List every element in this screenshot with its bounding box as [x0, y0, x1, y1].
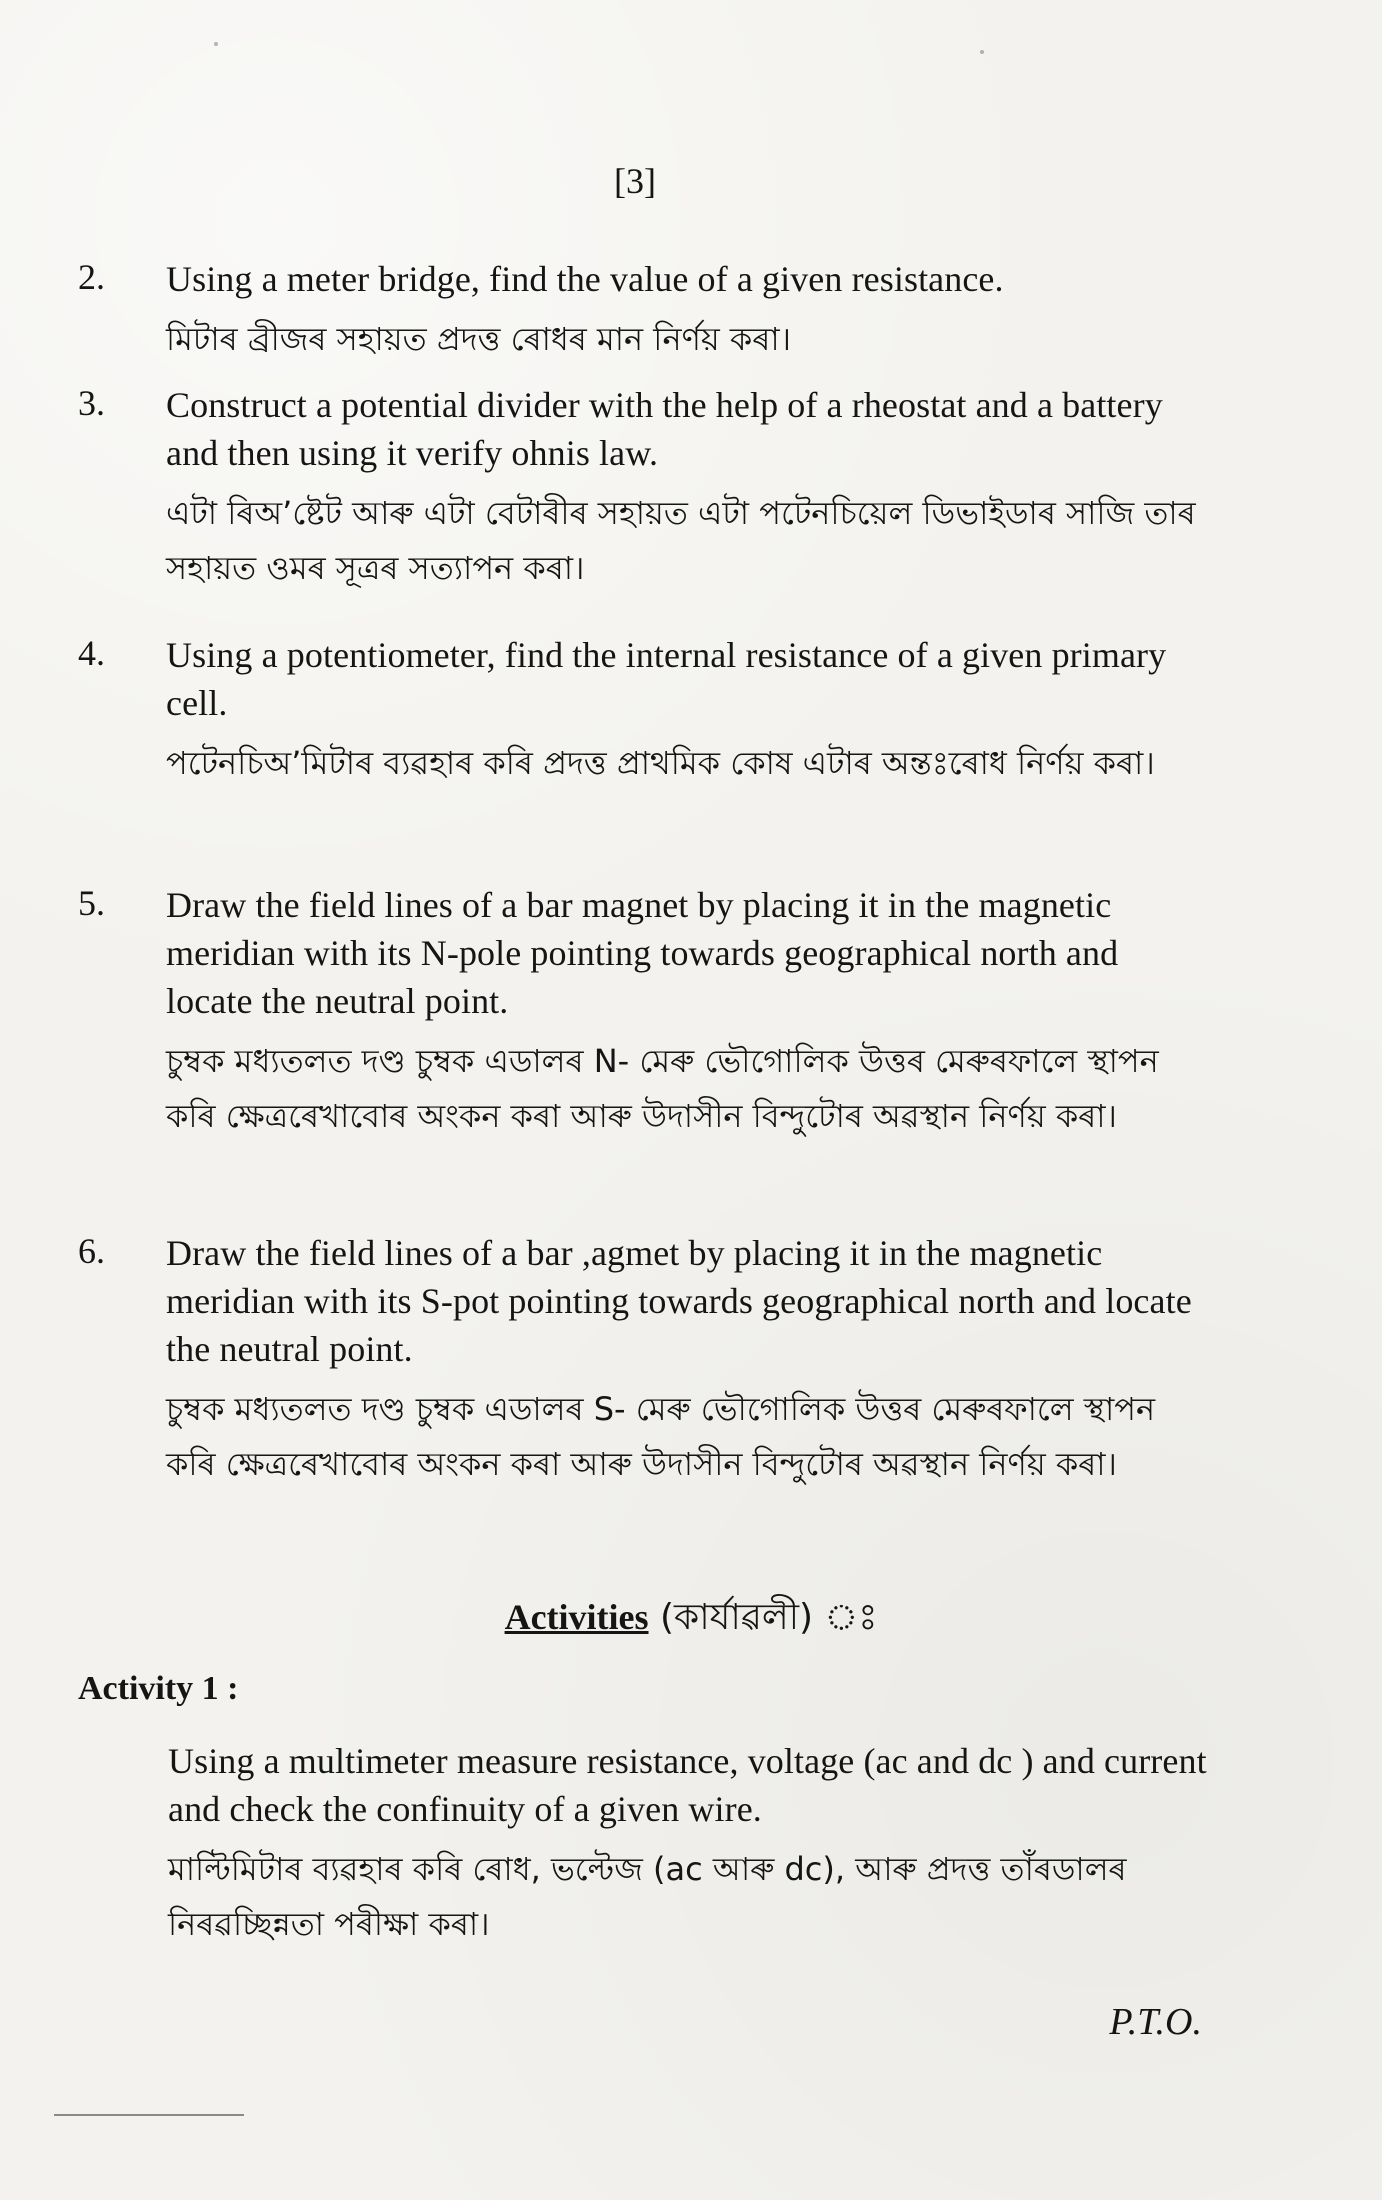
- activities-heading-text: Activities: [504, 1597, 649, 1637]
- item-english-text: Using a potentiometer, find the internal resistance of a given primary cell.: [166, 635, 1167, 723]
- experiment-item-5: [78, 882, 1218, 1144]
- item-assamese-text: মিটাৰ ব্ৰীজৰ সহায়ত প্ৰদত্ত ৰোধৰ মান নিৰ্ণয় কৰা।: [166, 319, 792, 358]
- footer-rule: [54, 2114, 244, 2116]
- item-assamese-text: এটা ৰিঅ’ষ্টেট আৰু এটা বেটাৰীৰ সহায়ত এটা পটেনচিয়েল ডিভাইডাৰ সাজি তাৰ সহায়ত ওমৰ সূত্ৰৰ সত্যাপন কৰা।: [166, 493, 1196, 587]
- item-content: [166, 1230, 1196, 1492]
- item-content: [166, 882, 1196, 1144]
- item-english-text: Draw the field lines of a bar ,agmet by placing it in the magnetic meridian with its S-pot pointing towards geographical north and locate the neutral point.: [166, 1233, 1192, 1369]
- activity-1-english-text: Using a multimeter measure resistance, voltage (ac and dc ) and current and check the confinuity of a given wire.: [168, 1741, 1207, 1829]
- item-number: 3.: [78, 383, 105, 423]
- activities-heading-assamese: (কাৰ্যাৱলী) ঃ: [648, 1597, 878, 1638]
- activity-1-title: Activity 1 :: [78, 1670, 239, 1707]
- experiment-item-3: [78, 382, 1218, 596]
- activity-1-assamese-text: মাল্টিমিটাৰ ব্যৱহাৰ কৰি ৰোধ, ভল্টেজ (ac আৰু dc), আৰু প্ৰদত্ত তাঁৰডালৰ নিৰৱচ্ছিন্নতা পৰীক্ষা কৰা।: [168, 1849, 1127, 1943]
- item-number: 4.: [78, 633, 105, 673]
- item-number: 5.: [78, 883, 105, 923]
- item-assamese-text: পটেনচিঅ’মিটাৰ ব্যৱহাৰ কৰি প্ৰদত্ত প্ৰাথমিক কোষ এটাৰ অন্তঃৰোধ নিৰ্ণয় কৰা।: [166, 743, 1155, 782]
- item-assamese-text: চুম্বক মধ্যতলত দণ্ড চুম্বক এডালৰ N- মেৰু ভৌগোলিক উত্তৰ মেৰুৰফালে স্থাপন কৰি ক্ষেত্ৰৰেখাবোৰ অংকন কৰা আৰু উদাসীন বিন্দুটোৰ অৱস্থান নিৰ্ণয় কৰা।: [166, 1041, 1159, 1135]
- page-number: [3]: [614, 161, 656, 201]
- experiment-item-6: [78, 1230, 1218, 1492]
- item-content: [166, 632, 1196, 791]
- item-english-text: Construct a potential divider with the help of a rheostat and a battery and then using it verify ohnis law.: [166, 385, 1163, 473]
- item-english-text: Draw the field lines of a bar magnet by placing it in the magnetic meridian with its N-pole pointing towards geographical north and locate the neutral point.: [166, 885, 1119, 1021]
- item-content: [166, 256, 1196, 367]
- item-assamese-text: চুম্বক মধ্যতলত দণ্ড চুম্বক এডালৰ S- মেৰু ভৌগোলিক উত্তৰ মেৰুৰফালে স্থাপন কৰি ক্ষেত্ৰৰেখাবোৰ অংকন কৰা আৰু উদাসীন বিন্দুটোৰ অৱস্থান নিৰ্ণয় কৰা।: [166, 1389, 1156, 1483]
- item-english-text: Using a meter bridge, find the value of a given resistance.: [166, 259, 1004, 299]
- activities-heading: [0, 1590, 1382, 1650]
- page-turn-over: P.T.O.: [1109, 2001, 1202, 2043]
- item-number: 6.: [78, 1231, 105, 1271]
- item-number: 2.: [78, 257, 105, 297]
- experiment-item-2: [78, 256, 1218, 367]
- dot-mark: [980, 50, 984, 54]
- experiment-item-4: [78, 632, 1218, 791]
- dot-mark: [214, 42, 218, 46]
- item-content: [166, 382, 1196, 596]
- activity-1-body: [168, 1738, 1208, 1952]
